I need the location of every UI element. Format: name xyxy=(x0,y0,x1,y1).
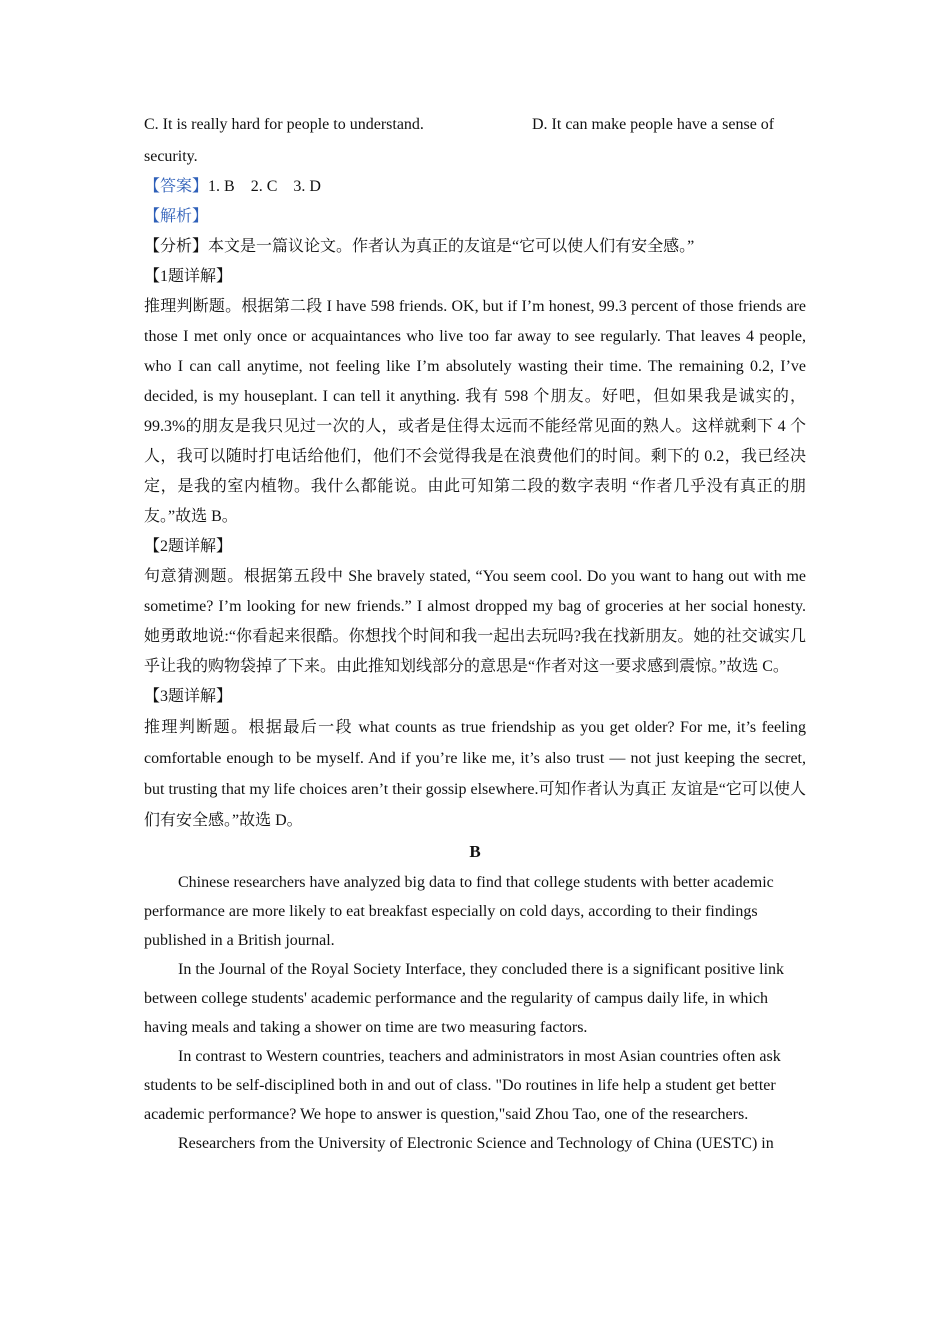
question-options xyxy=(144,108,806,142)
answer-line xyxy=(144,172,806,202)
option-d-continued: security. xyxy=(144,148,198,165)
section-b-paragraph: Chinese researchers have analyzed big data to find that college students with better academic performance are more likely to eat breakfast especially on cold days, according to their findings published in a British journal. xyxy=(144,874,774,949)
answer-tag: 【答案】 xyxy=(144,178,209,195)
q2-title: 【2题详解】 xyxy=(144,538,233,555)
q2-body: 句意猜测题。根据第五段中 She bravely stated, “You seem cool. Do you want to hang out with me sometime? I’m looking for new friends.” I almost dropped my bag of groceries at her social honesty. 她勇敢地说:“你看起来很酷。你想找个时间和我一起出去玩吗?我在找新朋友。她的社交诚实几乎让我的购物袋掉了下来。由此推知划线部分的意思是“作者对这一要求感到震惊。”故选 C。 xyxy=(144,568,806,675)
section-b-paragraph: In the Journal of the Royal Society Interface, they concluded there is a significant positive link between college students' academic performance and the regularity of campus daily life, in which having meals and taking a shower on time are two measuring factors. xyxy=(144,961,785,1036)
q1-body: 推理判断题。根据第二段 I have 598 friends. OK, but if I’m honest, 99.3 percent of those friends are those I met only once or acquaintances who live too far away to see regularly. That leaves 4 people, who I can call anytime, not feeling like I’m absolutely wasting their time. The remaining 0.2, I’ve decided, is my houseplant. I can tell it anything. 我有 598 个朋友。好吧，但如果我是诚实的，99.3%的朋友是我只见过一次的人，或者是住得太远而不能经常见面的熟人。这样就剩下 4 个人，我可以随时打电话给他们，他们不会觉得我是在浪费他们的时间。剩下的 0.2，我已经决定，是我的室内植物。我什么都能说。由此可知第二段的数字表明 “作者几乎没有真正的朋友。”故选 B。 xyxy=(144,298,806,525)
q3-title: 【3题详解】 xyxy=(144,688,233,705)
q3-body: 推理判断题。根据最后一段 what counts as true friendship as you get older? For me, it’s feeling comfortable enough to be myself. And if you’re like me, it’s also trust — not just keeping the secret, but trusting that my life choices aren’t their gossip elsewhere.可知作者认为真正 友谊是“它可以使人们有安全感。”故选 D。 xyxy=(144,719,806,829)
document-page xyxy=(144,108,806,1158)
section-b-heading: B xyxy=(469,842,481,861)
q1-title: 【1题详解】 xyxy=(144,268,233,285)
section-b-paragraph: Researchers from the University of Electronic Science and Technology of China (UESTC) in xyxy=(178,1135,774,1152)
option-d: D. It can make people have a sense of xyxy=(532,116,775,133)
analysis-tag: 【解析】 xyxy=(144,208,209,225)
answer-text: 1. B 2. C 3. D xyxy=(208,178,321,195)
option-c: C. It is really hard for people to understand. xyxy=(144,116,424,133)
section-b-paragraph: In contrast to Western countries, teachers and administrators in most Asian countries often ask students to be self-disciplined both in and out of class. "Do routines in life help a student get better academic performance? We hope to answer is question,"said Zhou Tao, one of the researchers. xyxy=(144,1048,781,1123)
summary: 【分析】本文是一篇议论文。作者认为真正的友谊是“它可以使人们有安全感。” xyxy=(144,238,695,255)
